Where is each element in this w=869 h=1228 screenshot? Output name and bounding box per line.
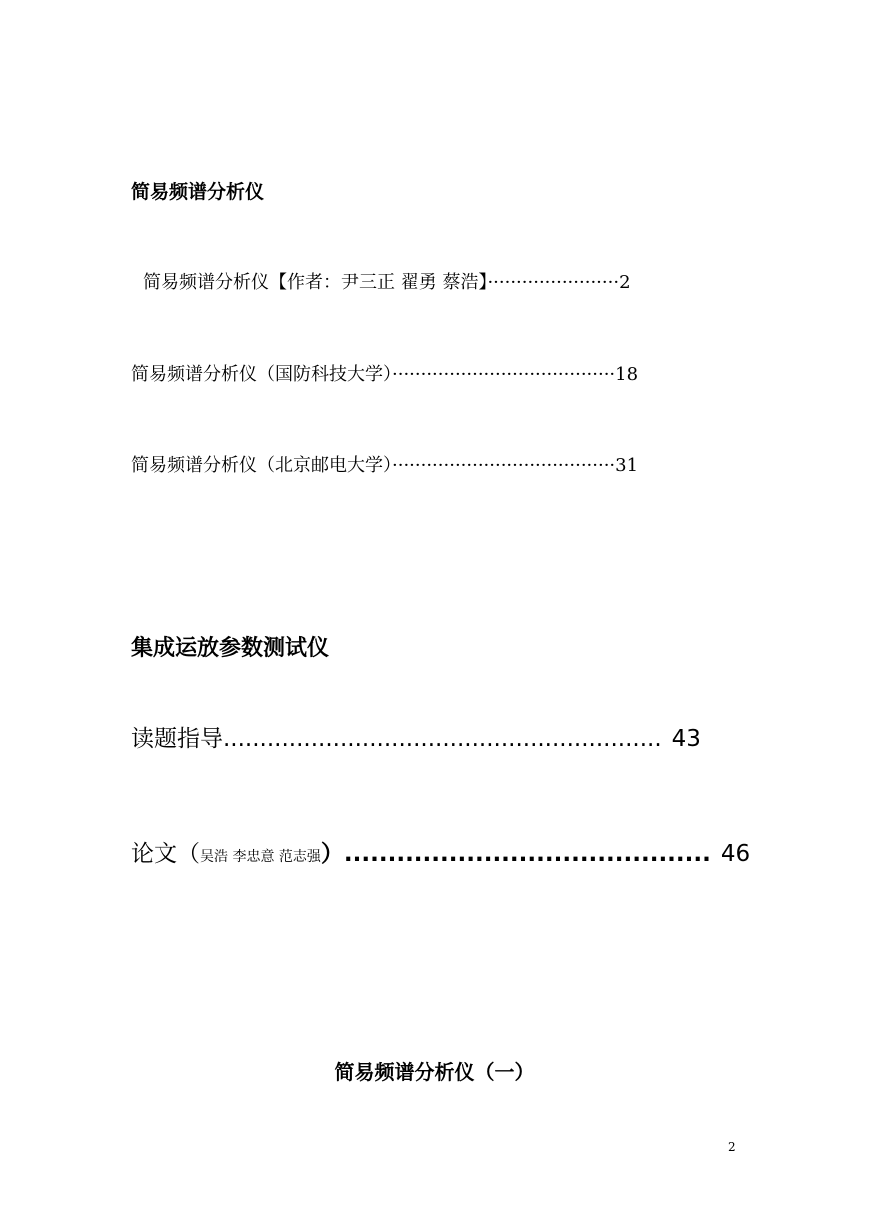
toc-leader: ······································· [392,455,616,476]
toc-entry-authors: 吴浩 李忠意 范志强 [200,849,321,865]
toc-page-number: 43 [671,726,701,752]
chapter-heading: 简易频谱分析仪（一） [334,1060,535,1084]
toc-page-number: 18 [615,364,639,385]
toc-entry-paper[interactable] [131,843,750,866]
toc-entry-reading-guide[interactable] [131,728,701,751]
toc-entry-3[interactable] [131,457,638,475]
section-heading-spectrum-analyzer: 简易频谱分析仪 [131,181,265,203]
toc-entry-title: 简易频谱分析仪（国防科技大学） [131,364,392,385]
toc-leader: ······················· [487,272,620,293]
toc-page-number: 31 [615,455,639,476]
toc-entry-title: 读题指导 [131,726,223,752]
toc-entry-2[interactable] [131,366,638,384]
toc-entry-title: 简易频谱分析仪（北京邮电大学） [131,455,392,476]
toc-leader: ······································· [392,364,616,385]
toc-leader: .......................................... [343,841,711,867]
toc-entry-1[interactable] [143,274,631,292]
toc-page-number: 2 [619,272,631,293]
page-number: 2 [728,1140,736,1154]
toc-entry-title-suffix: ） [320,841,344,867]
toc-entry-title: 简易频谱分析仪【作者：尹三正 翟勇 蔡浩】 [143,272,488,293]
toc-entry-title-prefix: 论文（ [131,841,200,867]
section-heading-opamp-tester: 集成运放参数测试仪 [131,636,330,661]
toc-leader: ............................................................ [223,726,662,752]
toc-page-number: 46 [720,841,751,867]
